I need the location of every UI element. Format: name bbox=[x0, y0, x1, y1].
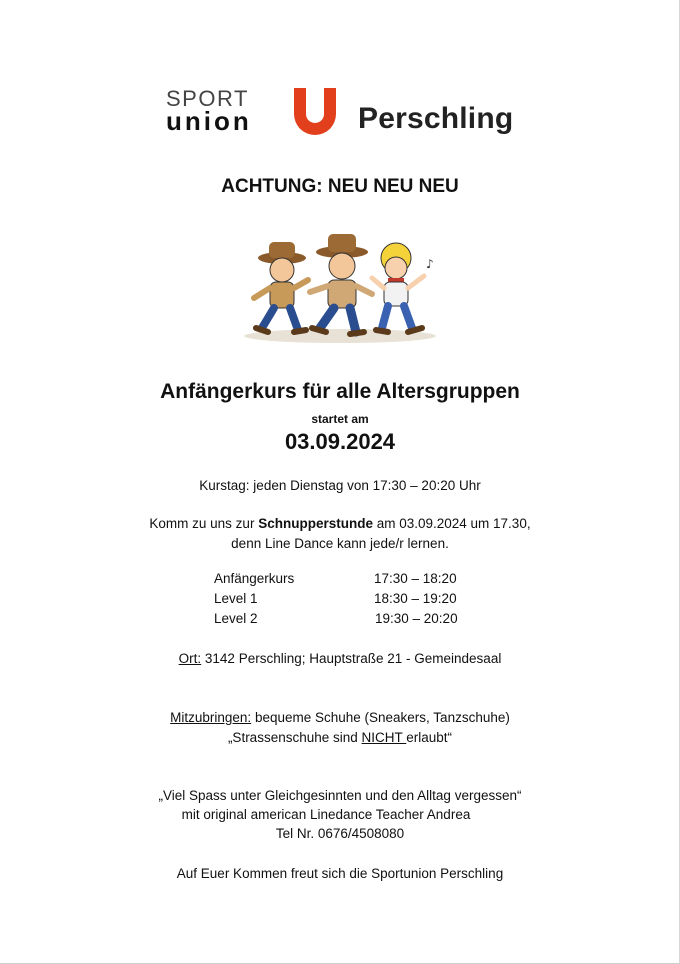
sportunion-logo bbox=[166, 86, 516, 140]
schedule-time: 19:30 – 20:20 bbox=[375, 611, 458, 626]
logo-club-name: Perschling bbox=[358, 102, 514, 135]
schedule-row bbox=[214, 571, 484, 591]
location-line bbox=[0, 651, 680, 666]
trial-emphasis: Schnupperstunde bbox=[258, 516, 373, 531]
schedule-level: Level 1 bbox=[214, 591, 258, 606]
schedule-row bbox=[214, 591, 484, 611]
starts-label: startet am bbox=[311, 412, 369, 426]
schedule-row bbox=[214, 611, 484, 631]
headline: ACHTUNG: NEU NEU NEU bbox=[221, 176, 459, 197]
schedule-time: 18:30 – 19:20 bbox=[374, 591, 457, 606]
union-u-icon bbox=[289, 86, 341, 138]
closing-line: Auf Euer Kommen freut sich die Sportunion Perschling bbox=[176, 866, 504, 881]
logo-union-text: union bbox=[166, 106, 252, 136]
quote: „Viel Spass unter Gleichgesinnten und den Alltag vergessen“ bbox=[158, 788, 522, 803]
shoe-note-emphasis: NICHT bbox=[361, 730, 407, 745]
line-dancers-cartoon-icon bbox=[236, 228, 444, 350]
trial-suffix: am 03.09.2024 um 17.30, bbox=[372, 516, 531, 531]
logo-sport-text: SPORT bbox=[166, 86, 249, 111]
schedule-table bbox=[214, 571, 484, 631]
bring-value: bequeme Schuhe (Sneakers, Tanzschuhe) bbox=[251, 710, 510, 725]
location-label: Ort: bbox=[178, 651, 202, 666]
phone-line: Tel Nr. 0676/4508080 bbox=[275, 826, 405, 841]
start-date: 03.09.2024 bbox=[284, 429, 396, 454]
svg-text:♪: ♪ bbox=[426, 257, 434, 271]
shoe-note-suffix: erlaubt“ bbox=[406, 730, 453, 745]
course-title: Anfängerkurs für alle Altersgruppen bbox=[160, 380, 520, 403]
bring-line bbox=[0, 710, 680, 725]
shoe-note bbox=[0, 730, 680, 745]
course-day: Kurstag: jeden Dienstag von 17:30 – 20:20 Uhr bbox=[199, 478, 481, 493]
trial-prefix: Komm zu uns zur bbox=[149, 516, 259, 531]
schedule-time: 17:30 – 18:20 bbox=[374, 571, 457, 586]
location-value: 3142 Perschling; Hauptstraße 21 - Gemeindesaal bbox=[201, 651, 502, 666]
schedule-level: Anfängerkurs bbox=[214, 571, 295, 586]
trial-line-1 bbox=[0, 516, 680, 531]
bring-label: Mitzubringen: bbox=[170, 710, 252, 725]
schedule-level: Level 2 bbox=[214, 611, 258, 626]
trial-line-2: denn Line Dance kann jede/r lernen. bbox=[231, 536, 449, 551]
shoe-note-prefix: „Strassenschuhe sind bbox=[227, 730, 362, 745]
teacher-line: mit original american Linedance Teacher Andrea bbox=[181, 807, 471, 822]
